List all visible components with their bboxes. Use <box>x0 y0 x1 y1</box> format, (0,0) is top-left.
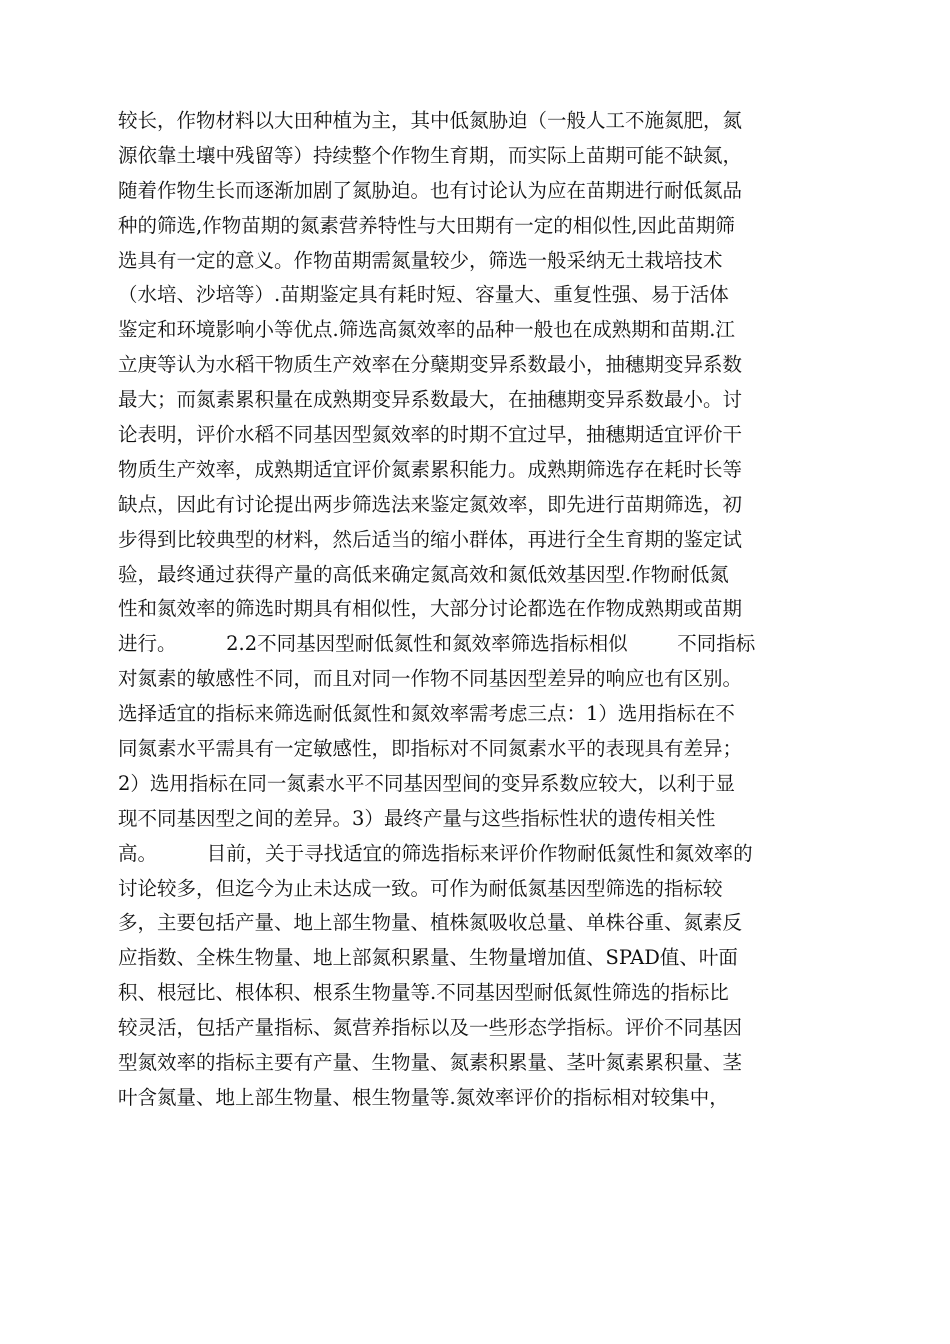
text-line: 高。 目前，关于寻找适宜的筛选指标来评价作物耐低氮性和氮效率的 <box>118 841 753 865</box>
text-line: 步得到比较典型的材料，然后适当的缩小群体，再进行全生育期的鉴定试 <box>118 527 743 551</box>
text-line: 最大；而氮素累积量在成熟期变异系数最大，在抽穗期变异系数最小。讨 <box>118 388 743 412</box>
text-line: 论表明，评价水稻不同基因型氮效率的时期不宜过早，抽穗期适宜评价干 <box>118 423 743 447</box>
text-line: 选具有一定的意义。作物苗期需氮量较少，筛选一般采纳无土栽培技术 <box>118 248 723 272</box>
text-line: 型氮效率的指标主要有产量、生物量、氮素积累量、茎叶氮素累积量、茎 <box>118 1051 743 1075</box>
text-line: 叶含氮量、地上部生物量、根生物量等.氮效率评价的指标相对较集中， <box>118 1085 729 1109</box>
text-line: 验，最终通过获得产量的高低来确定氮高效和氮低效基因型.作物耐低氮 <box>118 562 729 586</box>
text-line: 选择适宜的指标来筛选耐低氮性和氮效率需考虑三点：1）选用指标在不 <box>118 702 735 726</box>
text-line: 多，主要包括产量、地上部生物量、植株氮吸收总量、单株谷重、氮素反 <box>118 911 743 935</box>
text-line: 同氮素水平需具有一定敏感性，即指标对不同氮素水平的表现具有差异； <box>118 737 743 761</box>
text-line: 较灵活，包括产量指标、氮营养指标以及一些形态学指标。评价不同基因 <box>118 1016 743 1040</box>
text-line: 随着作物生长而逐渐加剧了氮胁迫。也有讨论认为应在苗期进行耐低氮品 <box>118 178 743 202</box>
text-line: 应指数、全株生物量、地上部氮积累量、生物量增加值、SPAD值、叶面 <box>118 946 738 970</box>
text-line: 较长，作物材料以大田种植为主，其中低氮胁迫（一般人工不施氮肥，氮 <box>118 109 743 132</box>
text-line: 对氮素的敏感性不同，而且对同一作物不同基因型差异的响应也有区别。 <box>118 667 743 691</box>
text-line: 鉴定和环境影响小等优点.筛选高氮效率的品种一般也在成熟期和苗期.江 <box>118 318 735 342</box>
text-line: 讨论较多，但迄今为止未达成一致。可作为耐低氮基因型筛选的指标较 <box>118 876 723 900</box>
text-line: 积、根冠比、根体积、根系生物量等.不同基因型耐低氮性筛选的指标比 <box>118 981 729 1005</box>
text-line: 种的筛选,作物苗期的氮素营养特性与大田期有一定的相似性,因此苗期筛 <box>118 213 735 237</box>
text-line: 立庚等认为水稻干物质生产效率在分蘖期变异系数最小，抽穗期变异系数 <box>118 353 743 377</box>
text-line: 性和氮效率的筛选时期具有相似性，大部分讨论都选在作物成熟期或苗期 <box>118 597 743 621</box>
text-line: 现不同基因型之间的差异。3）最终产量与这些指标性状的遗传相关性 <box>118 806 716 830</box>
text-line: 缺点，因此有讨论提出两步筛选法来鉴定氮效率，即先进行苗期筛选，初 <box>118 492 743 516</box>
text-line: 2）选用指标在同一氮素水平不同基因型间的变异系数应较大，以利于显 <box>118 771 735 795</box>
body-text <box>118 104 830 1116</box>
text-line: 进行。 2.2不同基因型耐低氮性和氮效率筛选指标相似 不同指标 <box>118 632 756 656</box>
text-line: （水培、沙培等）.苗期鉴定具有耗时短、容量大、重复性强、易于活体 <box>118 283 729 307</box>
text-line: 源依靠土壤中残留等）持续整个作物生育期，而实际上苗期可能不缺氮， <box>118 143 743 167</box>
text-line: 物质生产效率，成熟期适宜评价氮素累积能力。成熟期筛选存在耗时长等 <box>118 457 743 481</box>
